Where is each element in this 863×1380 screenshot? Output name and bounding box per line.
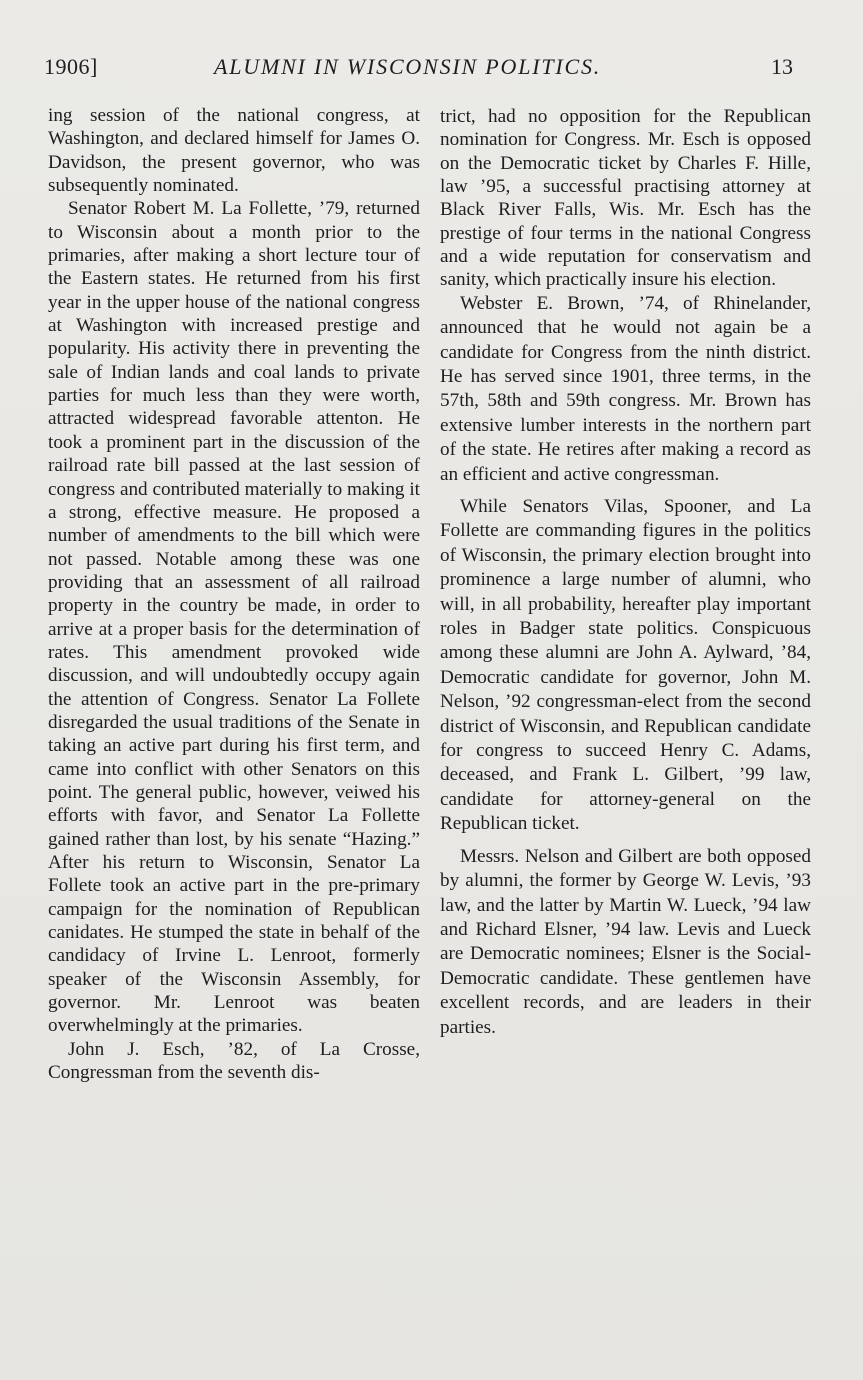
left-paragraph-2: Senator Robert M. La Follette, ’79, returned to Wisconsin about a month prior to the primaries, after making a short lecture tour of the Eastern states. He returned from his first year in the upper house of the national congress at Washington with increased prestige and popularity. His activity there in preventing the sale of Indian lands and coal lands to private parties for much less than they were worth, attracted widespread favorable attenton. He took a prominent part in the discussion of the railroad rate bill passed at the last session of congress and contributed materially to making it a strong, effective measure. He proposed a number of amendments to the bill which were not passed. Notable among these was one providing that an assessment of all railroad property in the country be made, in order to arrive at a proper basis for the determination of rates. This amendment provoked wide discussion, and will undoubtedly occupy again the attention of Congress. Senator La Follete disregarded the usual traditions of the Senate in taking an active part during his first term, and came into conflict with other Senators on this point. The general public, however, veiwed his efforts with favor, and Senator La Follette gained rather than lost, by his senate “Hazing.” After his return to Wisconsin, Senator La Follete took an active part in the pre-primary campaign for the nomination of Republican canidates. He stumped the state in behalf of the candidacy of Irvine L. Lenroot, formerly speaker of the Wisconsin Assembly, for governor. Mr. Lenroot was beaten overwhelmingly at the primaries.	[48, 198, 420, 1037]
running-title: ALUMNI IN WISCONSIN POLITICS.	[214, 54, 602, 79]
right-paragraph-1: trict, had no opposition for the Republican nomination for Congress. Mr. Esch is opposed on the Democratic ticket by Charles F. Hille, law ’95, a successful practising attorney at Black River Falls, Wis. Mr. Esch has the prestige of four terms in the national Congress and a wide reputation for conservatism and sanity, which practically insure his election.	[440, 106, 811, 291]
header-year: 1906]	[44, 54, 98, 79]
right-column	[440, 105, 811, 1040]
right-paragraph-4: Messrs. Nelson and Gilbert are both opposed by alumni, the former by George W. Levis, ’93 law, and the latter by Martin W. Lueck, ’94 law and Richard Elsner, ’94 law. Levis and Lueck are Democratic nominees; Elsner is the Social-Democratic candidate. These gentlemen have excellent records, and are leaders in their parties.	[440, 845, 811, 1038]
right-paragraph-3: While Senators Vilas, Spooner, and La Follette are commanding figures in the politics of Wisconsin, the primary election brought into prominence a large number of alumni, who will, in all probability, hereafter play important roles in Badger state politics. Conspicuous among these alumni are John A. Aylward, ’84, Democratic candidate for governor, John M. Nelson, ’92 congressman-elect from the second district of Wisconsin, and Republican candidate for congress to succeed Henry C. Adams, deceased, and Frank L. Gilbert, ’99 law, candidate for attorney-general on the Republican ticket.	[440, 496, 811, 835]
right-paragraph-2: Webster E. Brown, ’74, of Rhinelander, announced that he would not again be a candidate for Congress from the ninth district. He has served since 1901, three terms, in the 57th, 58th and 59th congress. Mr. Brown has extensive lumber interests in the northern part of the state. He retires after making a record as an efficient and active congressman.	[440, 292, 811, 485]
left-paragraph-3: John J. Esch, ’82, of La Crosse, Congressman from the seventh dis-	[48, 1038, 420, 1084]
page-number: 13	[771, 54, 793, 79]
left-paragraph-1: ing session of the national congress, at Washington, and declared himself for James O. Davidson, the present governor, who was subsequently nominated.	[48, 105, 420, 197]
left-column	[48, 104, 420, 1084]
page-header	[0, 54, 863, 90]
